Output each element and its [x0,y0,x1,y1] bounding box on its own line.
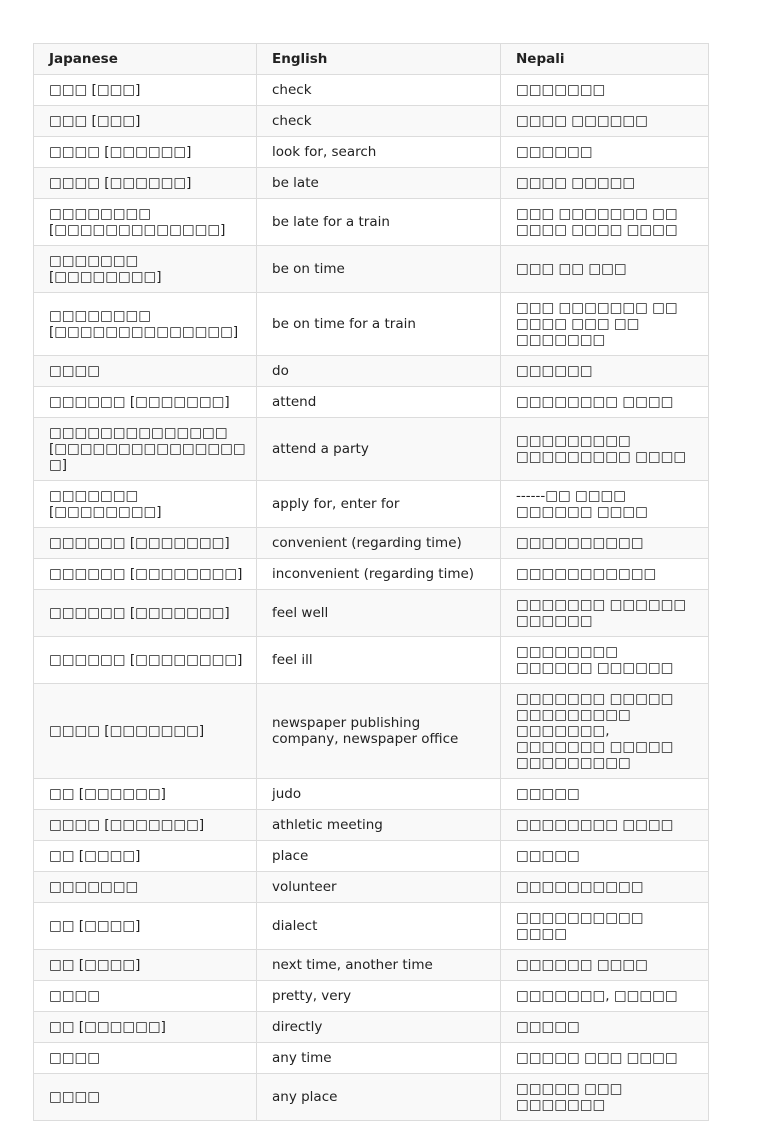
table-row [34,950,709,981]
japanese-cell: □□□□ [□□□□□□] [34,168,257,199]
table-row [34,779,709,810]
japanese-cell: □□□□ [34,356,257,387]
japanese-cell: □□□□□□ [□□□□□□□] [34,528,257,559]
nepali-cell: □□□□□ □□□ □□□□ [501,1043,709,1074]
english-cell: be on time for a train [257,293,501,356]
japanese-cell: □□□□ [34,1074,257,1121]
nepali-cell: □□□□□□□□□ □□□□□□□□□ □□□□ [501,418,709,481]
header-row [34,44,709,75]
nepali-cell: □□□ □□ □□□ [501,246,709,293]
english-cell: next time, another time [257,950,501,981]
nepali-cell: □□□□ □□□□□□ [501,106,709,137]
table-row [34,903,709,950]
english-cell: do [257,356,501,387]
english-cell: attend [257,387,501,418]
english-cell: be on time [257,246,501,293]
nepali-cell: □□□□□ □□□ □□□□□□□ [501,1074,709,1121]
nepali-cell: □□□□□□□, □□□□□ [501,981,709,1012]
japanese-cell: □□□□ [□□□□□□□] [34,684,257,779]
english-cell: dialect [257,903,501,950]
column-header-japanese: Japanese [34,44,257,75]
nepali-cell: □□□□□□□□ □□□□ [501,387,709,418]
table-row [34,1074,709,1121]
japanese-cell: □□□□ [34,1043,257,1074]
nepali-cell: □□□□□□ [501,137,709,168]
table-row [34,528,709,559]
table-row [34,356,709,387]
table-row [34,590,709,637]
japanese-cell: □□□□□□□ [34,872,257,903]
table-row [34,137,709,168]
english-cell: volunteer [257,872,501,903]
table-row [34,1012,709,1043]
table-row [34,559,709,590]
table-row [34,841,709,872]
english-cell: be late [257,168,501,199]
table-row [34,1043,709,1074]
nepali-cell: □□□ □□□□□□□ □□ □□□□ □□□ □□ □□□□□□□ [501,293,709,356]
english-cell: feel well [257,590,501,637]
english-cell: directly [257,1012,501,1043]
table-row [34,637,709,684]
japanese-cell: □□ [□□□□] [34,841,257,872]
table-row [34,246,709,293]
table-header [34,44,709,75]
japanese-cell: □□□□□□□□□□□□□□ [□□□□□□□□□□□□□□□□] [34,418,257,481]
table-row [34,872,709,903]
nepali-cell: □□□□□□□□ □□□□□□ □□□□□□ [501,637,709,684]
english-cell: look for, search [257,137,501,168]
english-cell: any place [257,1074,501,1121]
japanese-cell: □□□□□□□ [□□□□□□□□] [34,246,257,293]
table-row [34,981,709,1012]
nepali-cell: □□□□□ [501,1012,709,1043]
nepali-cell: □□□□□□□□□□ [501,872,709,903]
table-row [34,684,709,779]
nepali-cell: □□□□□□□□□□□ [501,559,709,590]
english-cell: be late for a train [257,199,501,246]
japanese-cell: □□□□□□□□ [□□□□□□□□□□□□□□] [34,293,257,356]
vocabulary-table [33,43,709,1121]
nepali-cell: □□□□□□□ [501,75,709,106]
vocabulary-sheet [33,43,708,1121]
english-cell: place [257,841,501,872]
english-cell: any time [257,1043,501,1074]
table-row [34,199,709,246]
table-row [34,168,709,199]
english-cell: inconvenient (regarding time) [257,559,501,590]
table-row [34,481,709,528]
japanese-cell: □□□□ [□□□□□□] [34,137,257,168]
japanese-cell: □□□□□□□ [□□□□□□□□] [34,481,257,528]
japanese-cell: □□□ [□□□] [34,75,257,106]
japanese-cell: □□ [□□□□□□] [34,779,257,810]
table-row [34,387,709,418]
japanese-cell: □□□□□□ [□□□□□□□] [34,590,257,637]
english-cell: apply for, enter for [257,481,501,528]
nepali-cell: □□□□□□□ □□□□□ □□□□□□□□□ □□□□□□□, □□□□□□□ □□□□□ □□□□□□□□□ [501,684,709,779]
table-row [34,418,709,481]
table-row [34,293,709,356]
english-cell: newspaper publishing company, newspaper office [257,684,501,779]
english-cell: convenient (regarding time) [257,528,501,559]
table-row [34,75,709,106]
table-body [34,75,709,1121]
column-header-english: English [257,44,501,75]
nepali-cell: □□□□□ [501,841,709,872]
english-cell: feel ill [257,637,501,684]
nepali-cell: □□□□□ [501,779,709,810]
nepali-cell: □□□□□□□□□□ □□□□ [501,903,709,950]
column-header-nepali: Nepali [501,44,709,75]
japanese-cell: □□□ [□□□] [34,106,257,137]
nepali-cell: □□□ □□□□□□□ □□ □□□□ □□□□ □□□□ [501,199,709,246]
japanese-cell: □□□□ [34,981,257,1012]
english-cell: check [257,106,501,137]
table-row [34,810,709,841]
japanese-cell: □□□□□□ [□□□□□□□□] [34,637,257,684]
nepali-cell: ------□□ □□□□ □□□□□□ □□□□ [501,481,709,528]
japanese-cell: □□□□□□ [□□□□□□□□] [34,559,257,590]
japanese-cell: □□□□□□□□ [□□□□□□□□□□□□□] [34,199,257,246]
nepali-cell: □□□□□□ □□□□ [501,950,709,981]
japanese-cell: □□ [□□□□] [34,950,257,981]
english-cell: judo [257,779,501,810]
japanese-cell: □□ [□□□□] [34,903,257,950]
english-cell: attend a party [257,418,501,481]
nepali-cell: □□□□□□□ □□□□□□ □□□□□□ [501,590,709,637]
english-cell: athletic meeting [257,810,501,841]
table-row [34,106,709,137]
nepali-cell: □□□□□□□□ □□□□ [501,810,709,841]
nepali-cell: □□□□□□□□□□ [501,528,709,559]
english-cell: check [257,75,501,106]
japanese-cell: □□ [□□□□□□] [34,1012,257,1043]
english-cell: pretty, very [257,981,501,1012]
japanese-cell: □□□□ [□□□□□□□] [34,810,257,841]
nepali-cell: □□□□□□ [501,356,709,387]
japanese-cell: □□□□□□ [□□□□□□□] [34,387,257,418]
nepali-cell: □□□□ □□□□□ [501,168,709,199]
